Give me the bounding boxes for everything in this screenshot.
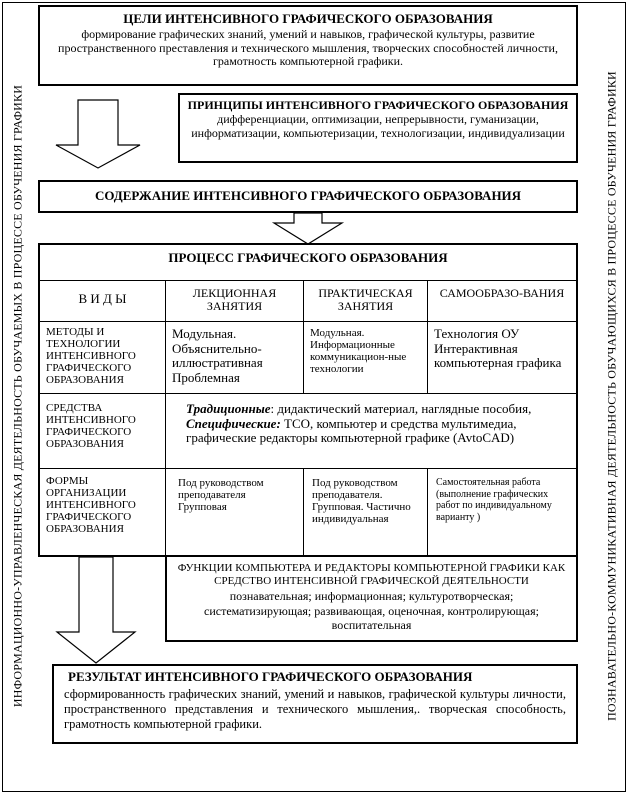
content-box <box>38 180 578 213</box>
forms-practice <box>303 468 427 555</box>
result-title: РЕЗУЛЬТАТ ИНТЕНСИВНОГО ГРАФИЧЕСКОГО ОБРАЗОВАНИЯ <box>68 669 473 684</box>
header-types-label: В И Д Ы <box>78 291 127 306</box>
methods-practice <box>303 321 427 393</box>
methods-label-text: МЕТОДЫ И ТЕХНОЛОГИИ ИНТЕНСИВНОГО ГРАФИЧЕСКОГО ОБРАЗОВАНИЯ <box>46 326 136 386</box>
forms-self <box>427 468 576 555</box>
forms-label <box>40 468 165 555</box>
header-types <box>40 280 165 321</box>
result-text: сформированность графических знаний, умений и навыков, графической культуры личности, пространственного представления и технического мышления,. творческая способность, грамотность компьютерной графики. <box>64 687 566 731</box>
means-spec-label: Специфические: <box>186 415 281 431</box>
functions-text: познавательная; информационная; культуротворческая; систематизирующая; развивающая, оценочная, контролирующая; воспитательная <box>204 589 539 632</box>
methods-lecture <box>165 321 303 393</box>
functions-box <box>165 555 578 642</box>
means-trad-text: : дидактический материал, наглядные пособия, <box>270 401 532 416</box>
header-practice <box>303 280 427 321</box>
methods-self <box>427 321 576 393</box>
goals-box <box>38 5 578 86</box>
forms-self-text: Самостоятельная работа (выполнение графических работ по индивидуальному варианту ) <box>436 477 552 523</box>
means-trad-label: Традиционные <box>186 401 271 416</box>
goals-title: ЦЕЛИ ИНТЕНСИВНОГО ГРАФИЧЕСКОГО ОБРАЗОВАНИЯ <box>123 11 493 26</box>
principles-text: дифференциации, оптимизации, непрерывности, гуманизации, информатизации, компьютеризации, технологизации, индивидуализации <box>191 112 565 140</box>
methods-self-text: Технология ОУ Интерактивная компьютерная графика <box>434 326 562 370</box>
result-box <box>52 664 578 744</box>
header-self <box>427 280 576 321</box>
left-side-label: ИНФОРМАЦИОННО-УПРАВЛЕНЧЕСКАЯ ДЕЯТЕЛЬНОСТЬ ОБУЧАЕМЫХ В ПРОЦЕССЕ ОБУЧЕНИЯ ГРАФИКИ <box>10 84 25 708</box>
right-side-label: ПОЗНАВАТЕЛЬНО-КОММУНИКАТИВНАЯ ДЕЯТЕЛЬНОСТЬ ОБУЧАЮЩИХСЯ В ПРОЦЕССЕ ОБУЧЕНИЯ ГРАФИКИ <box>604 71 619 721</box>
forms-lecture-text: Под руководством преподавателя Групповая <box>178 477 264 513</box>
methods-label <box>40 321 165 393</box>
forms-lecture <box>165 468 303 555</box>
content-title: СОДЕРЖАНИЕ ИНТЕНСИВНОГО ГРАФИЧЕСКОГО ОБРАЗОВАНИЯ <box>94 188 522 203</box>
header-lecture <box>165 280 303 321</box>
functions-title: ФУНКЦИИ КОМПЬЮТЕРА И РЕДАКТОРЫ КОМПЬЮТЕРНОЙ ГРАФИКИ КАК СРЕДСТВО ИНТЕНСИВНОЙ ГРАФИЧЕСКОЙ ДЕЯТЕЛЬНОСТИ <box>177 562 566 587</box>
means-label-text: СРЕДСТВА ИНТЕНСИВНОГО ГРАФИЧЕСКОГО ОБРАЗОВАНИЯ <box>46 402 136 450</box>
principles-title: ПРИНЦИПЫ ИНТЕНСИВНОГО ГРАФИЧЕСКОГО ОБРАЗОВАНИЯ <box>187 98 569 112</box>
methods-practice-text: Модульная. Информационные коммуникацион-ные технологии <box>310 327 407 375</box>
goals-text: формирование графических знаний, умений и навыков, графической культуры, развитие пространственного преставления и технического мышления, творческих способностей личности, грамотность компьютерной графики. <box>58 27 558 68</box>
process-box <box>38 243 578 557</box>
means-label <box>40 393 165 468</box>
header-lecture-label: ЛЕКЦИОННАЯ ЗАНЯТИЯ <box>192 286 277 313</box>
header-practice-label: ПРАКТИЧЕСКАЯ ЗАНЯТИЯ <box>318 286 413 313</box>
means-content <box>165 393 576 468</box>
principles-box <box>178 93 578 163</box>
means-spec-text: ТСО, компьютер и средства мультимедиа, графические редакторы компьютерной графике (AvtoCAD) <box>186 415 517 445</box>
forms-practice-text: Под руководством преподавателя. Групповая. Частично индивидуальная <box>312 477 411 525</box>
process-title: ПРОЦЕСС ГРАФИЧЕСКОГО ОБРАЗОВАНИЯ <box>168 250 448 265</box>
header-self-label: САМООБРАЗО-ВАНИЯ <box>439 286 565 300</box>
methods-lecture-text: Модульная. Объяснительно-иллюстративная Проблемная <box>172 326 263 385</box>
forms-label-text: ФОРМЫ ОРГАНИЗАЦИИ ИНТЕНСИВНОГО ГРАФИЧЕСКОГО ОБРАЗОВАНИЯ <box>46 475 136 535</box>
